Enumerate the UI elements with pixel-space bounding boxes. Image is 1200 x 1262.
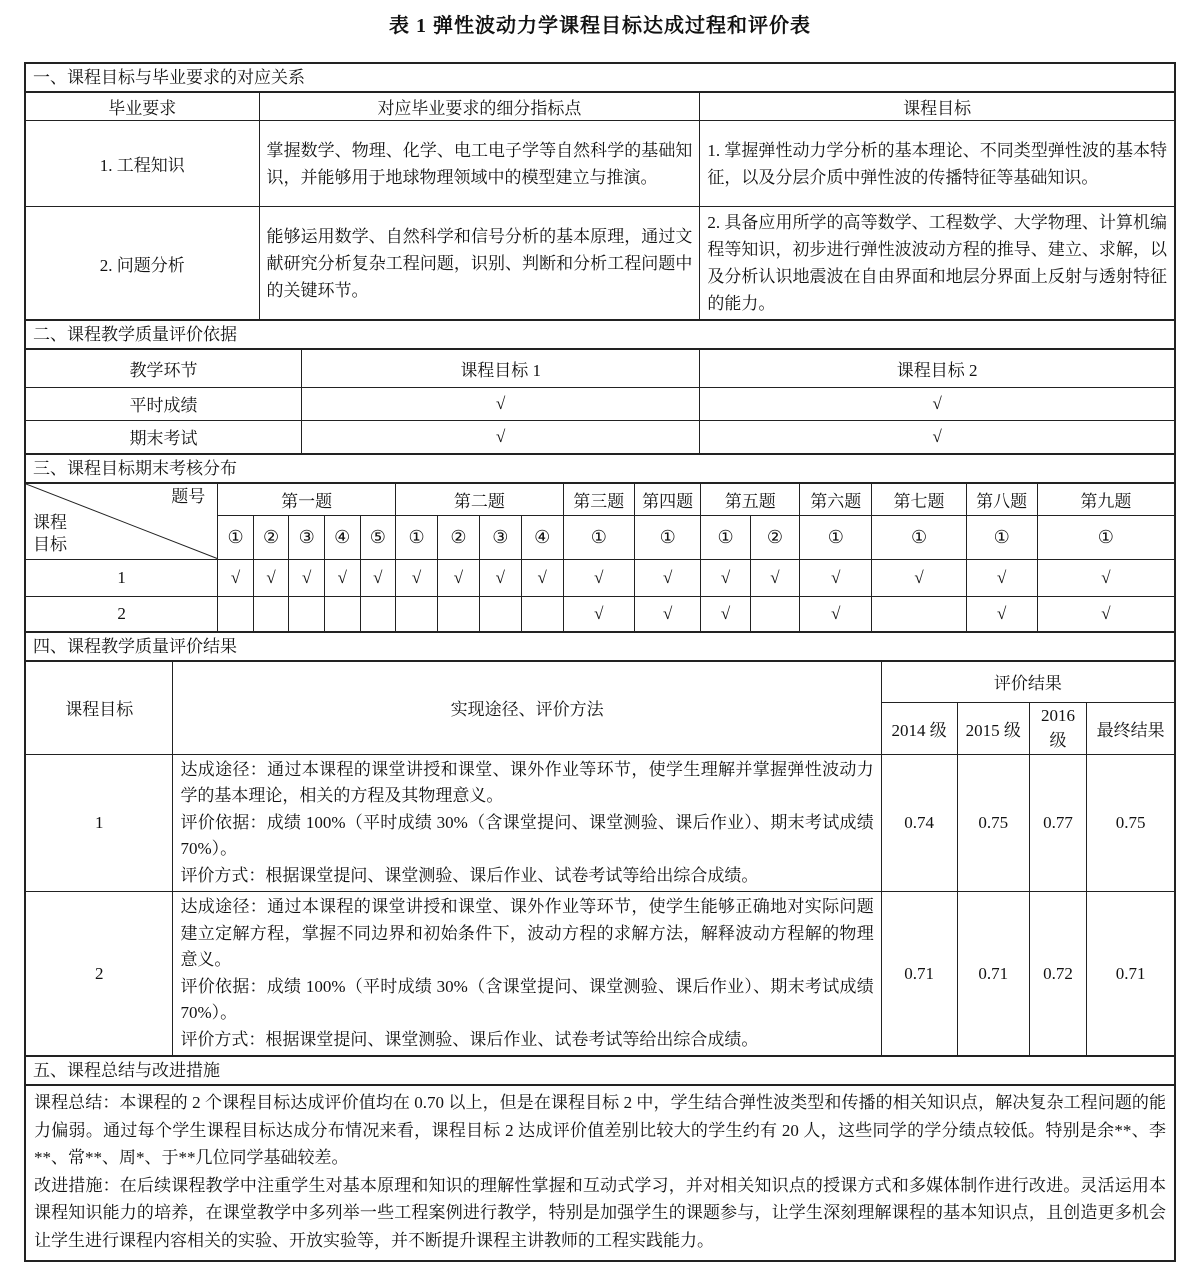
sub-question-header: ② — [438, 515, 480, 559]
score-cell: 0.71 — [957, 892, 1029, 1057]
question-group-header: 第七题 — [872, 484, 966, 515]
column-header-year: 2016 级 — [1029, 702, 1086, 754]
section1-table — [26, 93, 1174, 321]
objective-number-cell: 1 — [26, 559, 218, 596]
section1-header: 一、课程目标与毕业要求的对应关系 — [26, 64, 1174, 93]
column-header-teaching-step: 教学环节 — [26, 350, 302, 387]
table-row — [26, 420, 1174, 454]
score-cell: 0.71 — [881, 892, 957, 1057]
objective-cell: 1. 掌握弹性动力学分析的基本理论、不同类型弹性波的基本特征，以及分层介质中弹性波的传播特征等基础知识。 — [700, 121, 1174, 207]
sub-question-header: ⑤ — [360, 515, 396, 559]
checkmark-cell: √ — [800, 596, 872, 632]
improvement-measures-paragraph: 改进措施：在后续课程教学中注重学生对基本原理和知识的理解性掌握和互动式学习，并对相关知识点的授课方式和多媒体制作进行改进。灵活运用本课程知识能力的培养，在课堂教学中多列举一些工程案例进行教学，特别是加强学生的课题参与，让学生深刻理解课程的基本知识点，且创造更多机会让学生进行课程内容相关的实验、开放实验等，并不断提升课程主讲教师的工程实践能力。 — [34, 1175, 1166, 1250]
checkmark-cell — [750, 596, 799, 632]
section4-table — [26, 662, 1174, 1057]
section3-table — [26, 484, 1174, 633]
column-header-method: 实现途径、评价方法 — [173, 662, 881, 754]
section2-table — [26, 350, 1174, 455]
column-header-year: 2014 级 — [881, 702, 957, 754]
table-row — [26, 596, 1174, 632]
table-row — [26, 207, 1174, 321]
column-header-grad-requirement: 毕业要求 — [26, 93, 259, 121]
score-cell: 0.75 — [957, 754, 1029, 892]
column-header-course-objective: 课程目标 — [700, 93, 1174, 121]
checkmark-cell: √ — [218, 559, 254, 596]
checkmark-cell: √ — [701, 596, 750, 632]
checkmark-cell — [521, 596, 563, 632]
grad-requirement-cell: 1. 工程知识 — [26, 121, 259, 207]
checkmark-cell: √ — [700, 420, 1174, 454]
checkmark-cell — [872, 596, 966, 632]
checkmark-cell: √ — [966, 596, 1037, 632]
objective-number-cell: 2 — [26, 596, 218, 632]
sub-question-header: ② — [253, 515, 289, 559]
column-header-objective2: 课程目标 2 — [700, 350, 1174, 387]
table-row — [26, 121, 1174, 207]
method-cell — [173, 892, 881, 1057]
sub-question-header: ① — [966, 515, 1037, 559]
sub-question-header: ① — [701, 515, 750, 559]
question-group-header: 第二题 — [396, 484, 564, 515]
checkmark-cell: √ — [800, 559, 872, 596]
sub-question-header: ② — [750, 515, 799, 559]
checkmark-cell: √ — [438, 559, 480, 596]
table-row — [26, 892, 1174, 1057]
question-group-header: 第五题 — [701, 484, 800, 515]
sub-question-header: ① — [1037, 515, 1174, 559]
sub-question-header: ① — [396, 515, 438, 559]
checkmark-cell: √ — [396, 559, 438, 596]
sub-question-header: ④ — [521, 515, 563, 559]
sub-question-header: ① — [872, 515, 966, 559]
sub-question-header: ① — [563, 515, 634, 559]
corner-label-course-objective: 课程 目标 — [33, 512, 67, 554]
objective-number-cell: 1 — [26, 754, 173, 892]
column-header-evaluation-result: 评价结果 — [881, 662, 1174, 702]
checkmark-cell — [396, 596, 438, 632]
checkmark-cell: √ — [302, 387, 700, 420]
column-header-year: 2015 级 — [957, 702, 1029, 754]
checkmark-cell — [360, 596, 396, 632]
checkmark-cell: √ — [253, 559, 289, 596]
checkmark-cell: √ — [750, 559, 799, 596]
checkmark-cell — [218, 596, 254, 632]
checkmark-cell — [289, 596, 325, 632]
table-row — [26, 387, 1174, 420]
diagonal-header-cell — [26, 484, 218, 559]
checkmark-cell — [253, 596, 289, 632]
table-row — [26, 662, 1174, 702]
score-cell: 0.72 — [1029, 892, 1086, 1057]
sub-question-header: ④ — [324, 515, 360, 559]
grad-requirement-cell: 2. 问题分析 — [26, 207, 259, 321]
checkmark-cell: √ — [521, 559, 563, 596]
question-group-header: 第一题 — [218, 484, 396, 515]
sub-question-header: ① — [634, 515, 701, 559]
checkmark-cell: √ — [701, 559, 750, 596]
table-row — [26, 484, 1174, 515]
question-group-header: 第八题 — [966, 484, 1037, 515]
checkmark-cell: √ — [563, 559, 634, 596]
corner-label-question-number: 题号 — [171, 487, 206, 506]
sub-question-header: ① — [218, 515, 254, 559]
course-summary-block — [26, 1086, 1174, 1260]
checkmark-cell — [438, 596, 480, 632]
checkmark-cell: √ — [302, 420, 700, 454]
section5-header: 五、课程总结与改进措施 — [26, 1057, 1174, 1086]
checkmark-cell: √ — [700, 387, 1174, 420]
section3-header: 三、课程目标期末考核分布 — [26, 455, 1174, 484]
column-header-indicator: 对应毕业要求的细分指标点 — [259, 93, 700, 121]
table-row — [26, 350, 1174, 387]
table-row — [26, 559, 1174, 596]
question-group-header: 第三题 — [563, 484, 634, 515]
question-group-header: 第四题 — [634, 484, 701, 515]
method-cell — [173, 754, 881, 892]
checkmark-cell: √ — [872, 559, 966, 596]
column-header-final-result: 最终结果 — [1087, 702, 1174, 754]
table-row — [26, 93, 1174, 121]
objective-number-cell: 2 — [26, 892, 173, 1057]
checkmark-cell: √ — [479, 559, 521, 596]
score-cell: 0.75 — [1087, 754, 1174, 892]
section2-header: 二、课程教学质量评价依据 — [26, 321, 1174, 350]
achievement-path: 达成途径：通过本课程的课堂讲授和课堂、课外作业等环节，使学生理解并掌握弹性波动力学的基本理论，相关的方程及其物理意义。 — [180, 759, 874, 805]
sub-question-header: ③ — [479, 515, 521, 559]
evaluation-table — [24, 62, 1176, 1262]
teaching-step-cell: 期末考试 — [26, 420, 302, 454]
column-header-objective1: 课程目标 1 — [302, 350, 700, 387]
checkmark-cell — [479, 596, 521, 632]
evaluation-basis: 评价依据：成绩 100%（平时成绩 30%（含课堂提问、课堂测验、课后作业）、期末考试成绩 70%）。 — [180, 976, 874, 1022]
score-cell: 0.71 — [1087, 892, 1174, 1057]
checkmark-cell: √ — [634, 596, 701, 632]
question-group-header: 第九题 — [1037, 484, 1174, 515]
score-cell: 0.77 — [1029, 754, 1086, 892]
evaluation-method: 评价方式：根据课堂提问、课堂测验、课后作业、试卷考试等给出综合成绩。 — [180, 865, 759, 885]
teaching-step-cell: 平时成绩 — [26, 387, 302, 420]
question-group-header: 第六题 — [800, 484, 872, 515]
checkmark-cell: √ — [966, 559, 1037, 596]
section4-header: 四、课程教学质量评价结果 — [26, 633, 1174, 662]
checkmark-cell: √ — [563, 596, 634, 632]
objective-cell: 2. 具备应用所学的高等数学、工程数学、大学物理、计算机编程等知识，初步进行弹性波波动方程的推导、建立、求解，以及分析认识地震波在自由界面和地层分界面上反射与透射特征的能力。 — [700, 207, 1174, 321]
evaluation-basis: 评价依据：成绩 100%（平时成绩 30%（含课堂提问、课堂测验、课后作业）、期末考试成绩 70%）。 — [180, 812, 874, 858]
checkmark-cell — [324, 596, 360, 632]
checkmark-cell: √ — [324, 559, 360, 596]
checkmark-cell: √ — [1037, 559, 1174, 596]
page-title: 表 1 弹性波动力学课程目标达成过程和评价表 — [389, 15, 811, 37]
indicator-cell: 掌握数学、物理、化学、电工电子学等自然科学的基础知识，并能够用于地球物理领域中的模型建立与推演。 — [259, 121, 700, 207]
score-cell: 0.74 — [881, 754, 957, 892]
sub-question-header: ① — [800, 515, 872, 559]
indicator-cell: 能够运用数学、自然科学和信号分析的基本原理，通过文献研究分析复杂工程问题，识别、判断和分析工程问题中的关键环节。 — [259, 207, 700, 321]
checkmark-cell: √ — [634, 559, 701, 596]
achievement-path: 达成途径：通过本课程的课堂讲授和课堂、课外作业等环节，使学生能够正确地对实际问题建立定解方程，掌握不同边界和初始条件下，波动方程的求解方法，解释波动方程解的物理意义。 — [180, 897, 874, 969]
checkmark-cell: √ — [1037, 596, 1174, 632]
column-header-course-objective: 课程目标 — [26, 662, 173, 754]
checkmark-cell: √ — [360, 559, 396, 596]
checkmark-cell: √ — [289, 559, 325, 596]
table-row — [26, 754, 1174, 892]
evaluation-method: 评价方式：根据课堂提问、课堂测验、课后作业、试卷考试等给出综合成绩。 — [180, 1029, 759, 1049]
course-summary-paragraph: 课程总结：本课程的 2 个课程目标达成评价值均在 0.70 以上，但是在课程目标 2 中，学生结合弹性波类型和传播的相关知识点，解决复杂工程问题的能力偏弱。通过每个学生课程目标达成分布情况来看，课程目标 2 达成评价值差别比较大的学生约有 20 人，这些同学的学分绩点较低。特别是余**、李**、常**、周*、于**几位同学基础较差。 — [34, 1093, 1166, 1167]
sub-question-header: ③ — [289, 515, 325, 559]
